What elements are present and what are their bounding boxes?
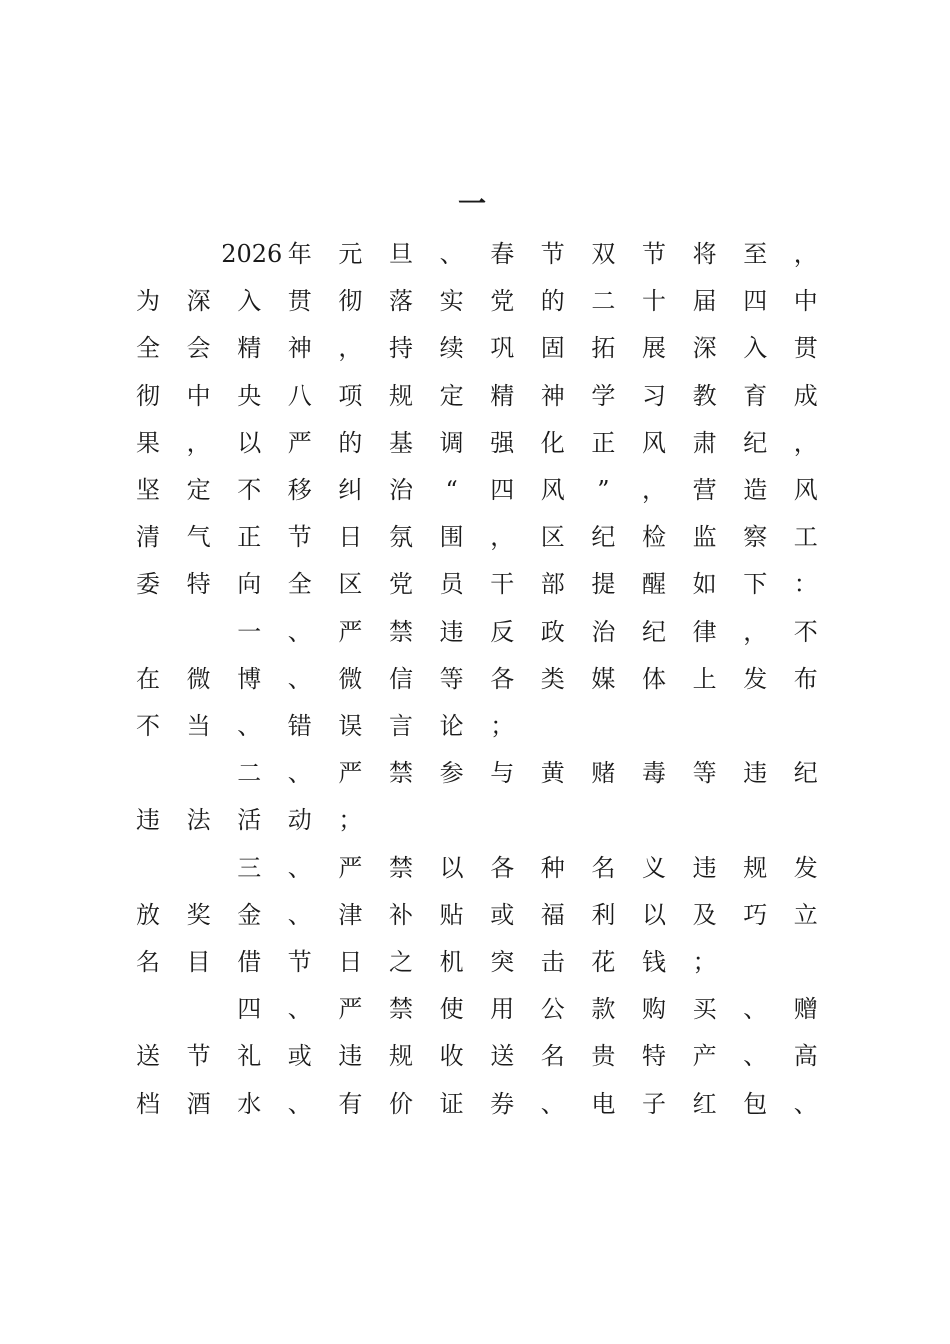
text-char: 节 [186, 1042, 211, 1071]
text-char: 纪 [793, 759, 818, 788]
text-char: 立 [793, 900, 818, 929]
text-char: 严 [338, 995, 363, 1024]
text-char: 巩 [490, 334, 515, 363]
text-char: 各 [490, 853, 515, 882]
text-char: 款 [591, 995, 616, 1024]
text-char: 检 [642, 523, 666, 552]
text-char: 有 [338, 1089, 363, 1118]
text-char: 深 [692, 334, 717, 363]
text-char: 微 [338, 664, 363, 693]
text-char: 之 [389, 948, 413, 976]
text-char: 旦 [389, 240, 413, 268]
text-char: 纠 [338, 476, 363, 504]
text-char: 中 [186, 381, 211, 410]
text-line [0, 1032, 950, 1080]
text-char: 名 [540, 1042, 565, 1071]
text-char: 在 [136, 664, 160, 693]
text-char: 元 [338, 240, 363, 268]
text-char: 体 [642, 664, 666, 693]
text-char: 全 [136, 334, 160, 363]
text-char: 击 [540, 948, 565, 976]
text-line [0, 702, 950, 750]
text-char: 严 [338, 759, 363, 788]
text-char: 、 [237, 712, 262, 740]
text-char: 以 [237, 428, 262, 457]
text-char: 、 [287, 995, 312, 1024]
text-char: ， [642, 476, 666, 504]
text-char: 区 [338, 570, 363, 599]
text-line [0, 938, 950, 986]
text-char: 调 [439, 428, 464, 457]
text-line [0, 513, 950, 561]
text-char: 规 [389, 1042, 413, 1071]
text-char: 2026 [221, 240, 283, 268]
text-char: 风 [540, 476, 565, 504]
text-char: 察 [743, 523, 768, 552]
text-char: 风 [642, 428, 666, 457]
text-char: ， [793, 428, 818, 457]
text-char: 育 [743, 381, 768, 410]
text-char: 子 [642, 1089, 666, 1118]
text-char: 律 [692, 617, 717, 646]
text-char: 不 [237, 476, 262, 504]
text-char: 、 [793, 1089, 818, 1118]
text-char: 双 [591, 240, 616, 268]
text-char: 不 [793, 617, 818, 646]
text-char: 果 [136, 428, 160, 457]
text-char: 春 [490, 240, 515, 268]
text-char: 特 [186, 570, 211, 599]
text-char: 福 [540, 900, 565, 929]
text-char: 微 [186, 664, 211, 693]
text-char: 规 [743, 853, 768, 882]
text-char: 节 [287, 523, 312, 552]
text-char: 使 [439, 995, 464, 1024]
text-char: ： [793, 570, 818, 599]
text-char: 下 [743, 570, 768, 599]
text-char: 成 [793, 381, 818, 410]
text-char: 论 [439, 712, 464, 740]
text-line [0, 1080, 950, 1128]
text-char: 日 [338, 523, 363, 552]
text-char: 酒 [186, 1089, 211, 1118]
text-char: 类 [540, 664, 565, 693]
text-char: 定 [186, 476, 211, 504]
text-char: 造 [743, 476, 768, 504]
text-char: 博 [237, 664, 262, 693]
text-char: 贯 [287, 287, 312, 316]
text-char: 钱 [642, 948, 666, 976]
text-char: 全 [287, 570, 312, 599]
text-char: 年 [287, 240, 312, 268]
text-char: 营 [692, 476, 717, 504]
text-char: 清 [136, 523, 160, 552]
text-char: “ [445, 476, 458, 504]
text-char: 规 [389, 381, 413, 410]
text-char: 党 [490, 287, 515, 316]
text-char: 义 [642, 853, 666, 882]
text-char: 纪 [642, 617, 666, 646]
text-char: 拓 [591, 334, 616, 363]
text-char: 落 [389, 287, 413, 316]
text-char: 四 [490, 476, 515, 504]
text-char: 券 [490, 1089, 515, 1118]
text-char: 围 [439, 523, 464, 552]
text-char: 治 [591, 617, 616, 646]
text-char: 纪 [591, 523, 616, 552]
text-char: 及 [692, 900, 717, 929]
text-char: 醒 [642, 570, 666, 599]
text-char: 肃 [692, 428, 717, 457]
text-char: 、 [287, 759, 312, 788]
text-char: 会 [186, 334, 211, 363]
text-char: 违 [338, 1042, 363, 1071]
text-char: 禁 [389, 617, 413, 646]
text-char: 水 [237, 1089, 262, 1118]
text-char: 以 [642, 900, 666, 929]
text-char: 活 [237, 806, 262, 835]
text-line [0, 796, 950, 844]
text-char: 送 [490, 1042, 515, 1071]
text-char: 的 [338, 428, 363, 457]
text-char: 发 [793, 853, 818, 882]
text-char: 移 [287, 476, 312, 504]
text-char: 黄 [540, 759, 565, 788]
text-char: 礼 [237, 1042, 262, 1071]
text-char: ， [743, 617, 768, 646]
text-char: 纪 [743, 428, 768, 457]
text-char: 贵 [591, 1042, 616, 1071]
text-char: 、 [743, 995, 768, 1024]
text-char: 的 [540, 287, 565, 316]
text-char: 电 [591, 1089, 616, 1118]
text-char: 上 [692, 664, 717, 693]
text-char: 彻 [338, 287, 363, 316]
text-char: 发 [743, 664, 768, 693]
text-char: 如 [692, 570, 717, 599]
text-char: 不 [136, 712, 160, 740]
text-char: 项 [338, 381, 363, 410]
text-char: 买 [692, 995, 717, 1024]
text-char: 监 [692, 523, 717, 552]
text-char: 名 [136, 948, 160, 976]
text-line [0, 277, 950, 325]
text-char: 教 [692, 381, 717, 410]
text-char: 与 [490, 759, 515, 788]
text-char: 购 [642, 995, 666, 1024]
text-char: 提 [591, 570, 616, 599]
text-char: 、 [287, 617, 312, 646]
text-char: ， [793, 240, 818, 268]
text-char: ， [338, 334, 363, 363]
text-char: 违 [692, 853, 717, 882]
text-char: 二 [237, 759, 262, 788]
text-line [0, 985, 950, 1033]
text-char: 风 [793, 476, 818, 504]
text-line [0, 891, 950, 939]
text-char: 机 [439, 948, 464, 976]
text-char: 深 [186, 287, 211, 316]
text-char: 严 [338, 617, 363, 646]
text-char: 正 [591, 428, 616, 457]
text-char: 彻 [136, 381, 160, 410]
text-line [0, 230, 950, 278]
text-char: 放 [136, 900, 160, 929]
text-char: 贴 [439, 900, 464, 929]
text-line [0, 749, 950, 797]
text-char: 习 [642, 381, 666, 410]
text-char: 毒 [642, 759, 666, 788]
heading-mark: 一 [457, 187, 486, 220]
text-char: 或 [287, 1042, 312, 1071]
text-char: 动 [287, 806, 312, 835]
text-char: 向 [237, 570, 262, 599]
text-char: 误 [338, 712, 363, 740]
text-char: 神 [540, 381, 565, 410]
text-char: 、 [287, 1089, 312, 1118]
text-char: 三 [237, 853, 262, 882]
text-char: 化 [540, 428, 565, 457]
text-char: 突 [490, 948, 515, 976]
text-char: 或 [490, 900, 515, 929]
text-char: 节 [287, 948, 312, 976]
text-char: 神 [287, 334, 312, 363]
text-char: 违 [439, 617, 464, 646]
text-char: 央 [237, 381, 262, 410]
text-char: 、 [287, 900, 312, 929]
text-char: 、 [287, 664, 312, 693]
text-char: 至 [743, 240, 768, 268]
text-char: 、 [743, 1042, 768, 1071]
text-char: 红 [692, 1089, 717, 1118]
text-char: 送 [136, 1042, 160, 1071]
text-char: 信 [389, 664, 413, 693]
text-line [0, 372, 950, 420]
text-char: 收 [439, 1042, 464, 1071]
text-char: 、 [287, 853, 312, 882]
text-char: 展 [642, 334, 666, 363]
text-char: 节 [642, 240, 666, 268]
text-line [0, 324, 950, 372]
text-char: 用 [490, 995, 515, 1024]
text-char: 二 [591, 287, 616, 316]
text-char: 干 [490, 570, 515, 599]
text-char: 届 [692, 287, 717, 316]
text-char: ” [597, 476, 610, 504]
text-char: 反 [490, 617, 515, 646]
text-char: 借 [237, 948, 262, 976]
text-char: 精 [237, 334, 262, 363]
text-char: 入 [237, 287, 262, 316]
text-char: 委 [136, 570, 160, 599]
text-char: 禁 [389, 759, 413, 788]
text-char: 言 [389, 712, 413, 740]
text-char: 档 [136, 1089, 160, 1118]
text-char: 日 [338, 948, 363, 976]
text-char: 坚 [136, 476, 160, 504]
text-char: 学 [591, 381, 616, 410]
text-char: 节 [540, 240, 565, 268]
text-char: 中 [793, 287, 818, 316]
text-char: 一 [237, 617, 262, 646]
text-line [0, 560, 950, 608]
text-char: 布 [793, 664, 818, 693]
text-char: 高 [793, 1042, 818, 1071]
text-line [0, 466, 950, 514]
text-char: ， [490, 523, 515, 552]
text-char: 续 [439, 334, 464, 363]
text-char: 强 [490, 428, 515, 457]
text-char: 违 [743, 759, 768, 788]
text-char: 利 [591, 900, 616, 929]
text-char: 以 [439, 853, 464, 882]
text-line [0, 655, 950, 703]
text-char: 种 [540, 853, 565, 882]
text-char: 错 [287, 712, 312, 740]
text-char: 贯 [793, 334, 818, 363]
text-char: 工 [793, 523, 818, 552]
text-char: 四 [743, 287, 768, 316]
text-char: 违 [136, 806, 160, 835]
text-char: 禁 [389, 995, 413, 1024]
text-char: 固 [540, 334, 565, 363]
text-char: 产 [692, 1042, 717, 1071]
text-char: 法 [186, 806, 211, 835]
text-char: 特 [642, 1042, 666, 1071]
text-char: 补 [389, 900, 413, 929]
text-char: 名 [591, 853, 616, 882]
text-char: 为 [136, 287, 160, 316]
text-char: 政 [540, 617, 565, 646]
text-char: ； [338, 806, 363, 835]
text-char: 八 [287, 381, 312, 410]
text-char: 禁 [389, 853, 413, 882]
text-line [0, 844, 950, 892]
text-char: 花 [591, 948, 616, 976]
text-char: 将 [692, 240, 717, 268]
text-char: 员 [439, 570, 464, 599]
text-char: ； [692, 948, 717, 976]
text-char: 党 [389, 570, 413, 599]
text-char: 价 [389, 1089, 413, 1118]
text-char: 十 [642, 287, 666, 316]
text-char: 四 [237, 995, 262, 1024]
text-char: 区 [540, 523, 565, 552]
text-char: 金 [237, 900, 262, 929]
text-char: 包 [743, 1089, 768, 1118]
text-char: 各 [490, 664, 515, 693]
text-char: 等 [439, 664, 464, 693]
text-char: 定 [439, 381, 464, 410]
text-char: 证 [439, 1089, 464, 1118]
text-char: 津 [338, 900, 363, 929]
text-char: 、 [439, 240, 464, 268]
text-char: 媒 [591, 664, 616, 693]
text-char: 赠 [793, 995, 818, 1024]
text-char: 公 [540, 995, 565, 1024]
text-char: 持 [389, 334, 413, 363]
text-char: ， [186, 428, 211, 457]
text-char: 实 [439, 287, 464, 316]
text-char: 奖 [186, 900, 211, 929]
text-char: ； [490, 712, 515, 740]
text-char: 气 [186, 523, 211, 552]
text-char: 等 [692, 759, 717, 788]
text-char: 氛 [389, 523, 413, 552]
text-char: 入 [743, 334, 768, 363]
text-line [0, 608, 950, 656]
text-char: 精 [490, 381, 515, 410]
text-char: 赌 [591, 759, 616, 788]
text-char: 参 [439, 759, 464, 788]
text-char: 基 [389, 428, 413, 457]
text-char: 、 [540, 1089, 565, 1118]
text-line [0, 419, 950, 467]
text-char: 严 [287, 428, 312, 457]
text-char: 目 [186, 948, 211, 976]
text-char: 严 [338, 853, 363, 882]
text-char: 当 [186, 712, 211, 740]
text-char: 巧 [743, 900, 768, 929]
text-char: 正 [237, 523, 262, 552]
text-char: 治 [389, 476, 413, 504]
text-char: 部 [540, 570, 565, 599]
